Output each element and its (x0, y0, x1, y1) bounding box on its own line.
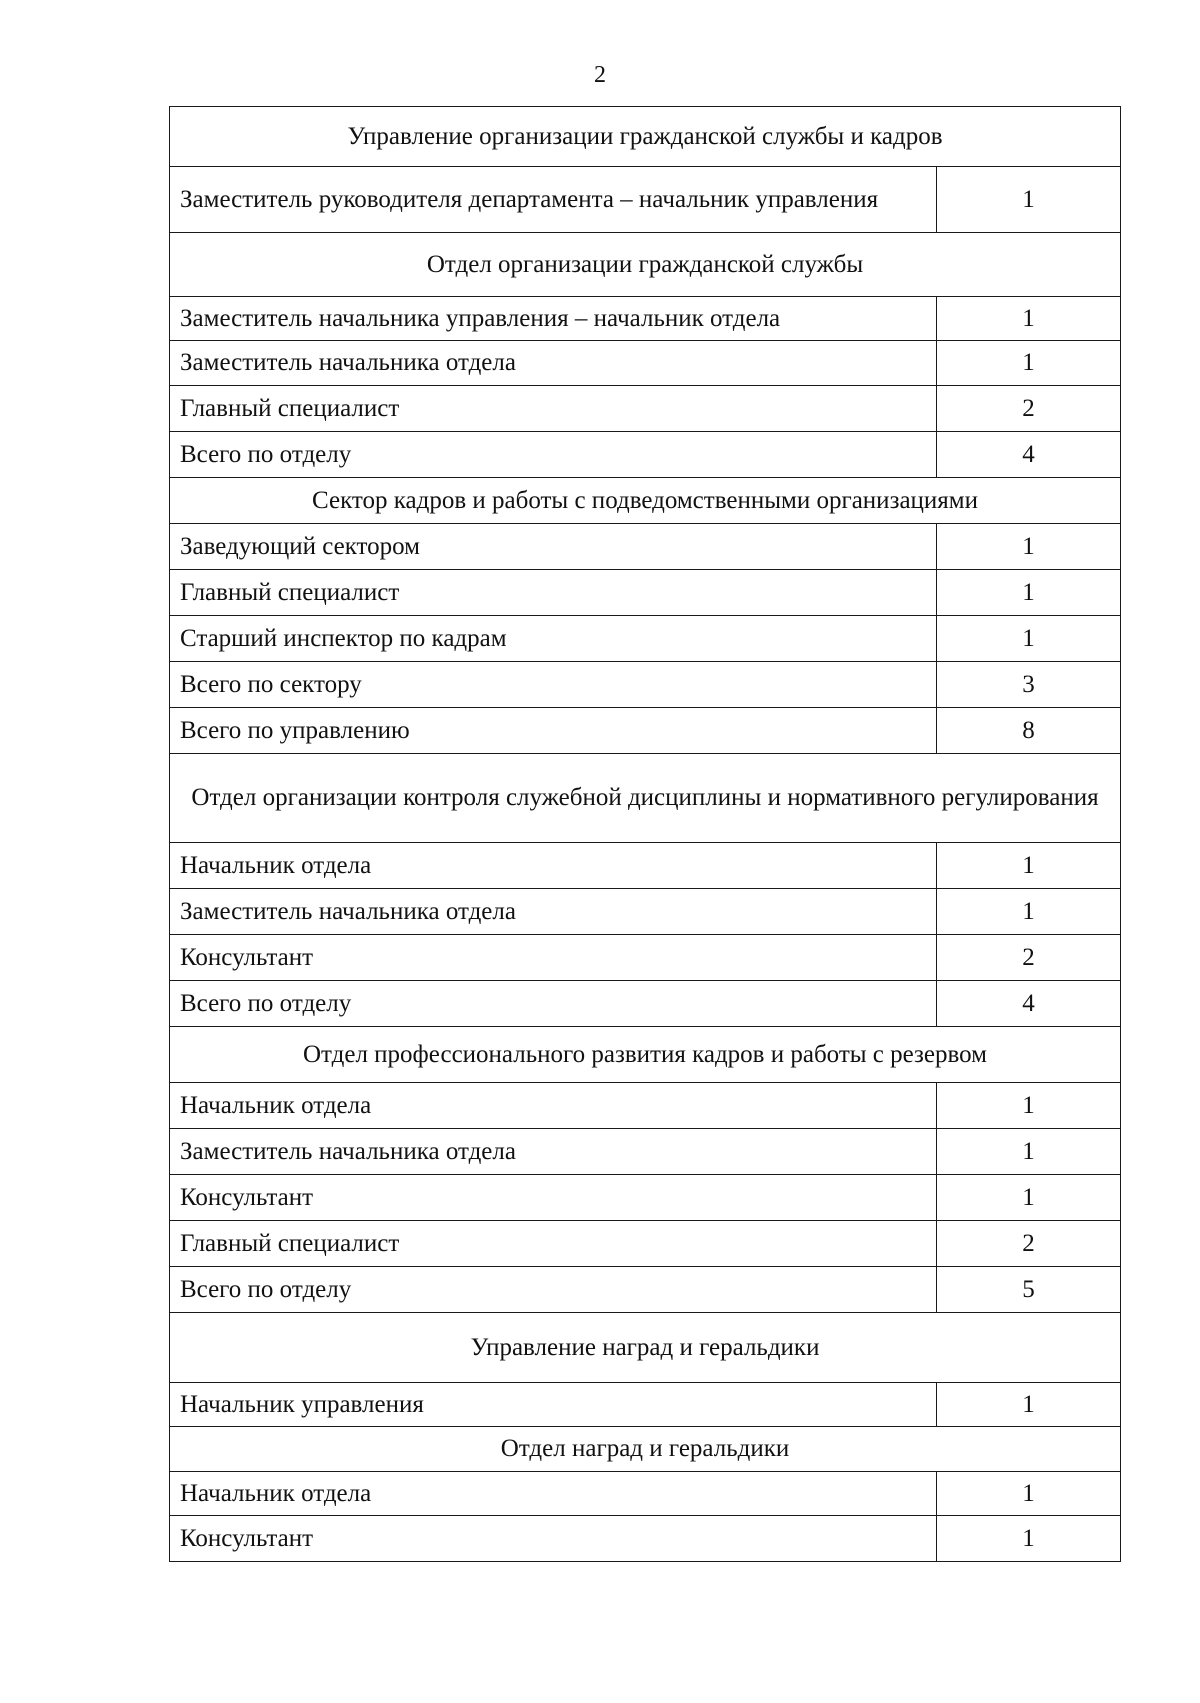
section-title: Отдел профессионального развития кадров и работы с резервом (170, 1027, 1121, 1083)
position-count: 1 (937, 616, 1121, 662)
position-count: 1 (937, 1516, 1121, 1562)
position-name: Всего по отделу (170, 1267, 937, 1313)
position-count: 1 (937, 1383, 1121, 1427)
section-title: Управление наград и геральдики (170, 1313, 1121, 1383)
table-row (170, 843, 1121, 889)
table-row (170, 708, 1121, 754)
section-header-row (170, 107, 1121, 167)
position-name: Консультант (170, 1175, 937, 1221)
position-name: Заместитель начальника отдела (170, 1129, 937, 1175)
table-row (170, 524, 1121, 570)
table-row (170, 1221, 1121, 1267)
position-name: Начальник управления (170, 1383, 937, 1427)
position-count: 5 (937, 1267, 1121, 1313)
position-name: Начальник отдела (170, 1083, 937, 1129)
position-count: 2 (937, 386, 1121, 432)
position-name: Заместитель начальника отдела (170, 889, 937, 935)
section-title: Отдел организации гражданской службы (170, 233, 1121, 297)
section-header-row (170, 1427, 1121, 1472)
position-name: Всего по сектору (170, 662, 937, 708)
position-name: Начальник отдела (170, 1472, 937, 1516)
position-count: 1 (937, 843, 1121, 889)
section-header-row (170, 233, 1121, 297)
table-row (170, 1175, 1121, 1221)
position-name: Начальник отдела (170, 843, 937, 889)
position-count: 3 (937, 662, 1121, 708)
position-name: Всего по отделу (170, 981, 937, 1027)
section-title: Сектор кадров и работы с подведомственными организациями (170, 478, 1121, 524)
table-row (170, 889, 1121, 935)
position-count: 2 (937, 935, 1121, 981)
section-header-row (170, 478, 1121, 524)
staffing-table (169, 106, 1121, 1562)
position-name: Главный специалист (170, 1221, 937, 1267)
position-name: Всего по отделу (170, 432, 937, 478)
position-count: 1 (937, 524, 1121, 570)
position-count: 1 (937, 341, 1121, 386)
section-title: Управление организации гражданской службы и кадров (170, 107, 1121, 167)
position-count: 4 (937, 981, 1121, 1027)
position-name: Старший инспектор по кадрам (170, 616, 937, 662)
section-title: Отдел наград и геральдики (170, 1427, 1121, 1472)
table-row (170, 1383, 1121, 1427)
section-title: Отдел организации контроля служебной дисциплины и нормативного регулирования (170, 754, 1121, 843)
page-number: 2 (594, 62, 606, 88)
position-name: Заместитель начальника отдела (170, 341, 937, 386)
section-header-row (170, 1313, 1121, 1383)
position-count: 8 (937, 708, 1121, 754)
position-name: Заведующий сектором (170, 524, 937, 570)
position-name: Главный специалист (170, 570, 937, 616)
table-row (170, 981, 1121, 1027)
position-count: 1 (937, 1083, 1121, 1129)
table-row (170, 167, 1121, 233)
table-row (170, 386, 1121, 432)
table-row (170, 662, 1121, 708)
position-count: 2 (937, 1221, 1121, 1267)
section-header-row (170, 1027, 1121, 1083)
table-row (170, 1129, 1121, 1175)
table-row (170, 935, 1121, 981)
table-row (170, 1083, 1121, 1129)
table-row (170, 570, 1121, 616)
position-count: 1 (937, 1175, 1121, 1221)
position-name: Заместитель начальника управления – начальник отдела (170, 297, 937, 341)
position-count: 4 (937, 432, 1121, 478)
table-row (170, 1472, 1121, 1516)
position-count: 1 (937, 1472, 1121, 1516)
position-count: 1 (937, 167, 1121, 233)
position-count: 1 (937, 570, 1121, 616)
table-row (170, 297, 1121, 341)
table-row (170, 1267, 1121, 1313)
position-name: Заместитель руководителя департамента – начальник управления (170, 167, 937, 233)
position-count: 1 (937, 889, 1121, 935)
position-name: Консультант (170, 1516, 937, 1562)
table-row (170, 341, 1121, 386)
table-row (170, 616, 1121, 662)
position-name: Консультант (170, 935, 937, 981)
table-row (170, 432, 1121, 478)
position-count: 1 (937, 297, 1121, 341)
position-name: Главный специалист (170, 386, 937, 432)
table-row (170, 1516, 1121, 1562)
section-header-row (170, 754, 1121, 843)
position-count: 1 (937, 1129, 1121, 1175)
staffing-table-body (170, 107, 1121, 1562)
position-name: Всего по управлению (170, 708, 937, 754)
